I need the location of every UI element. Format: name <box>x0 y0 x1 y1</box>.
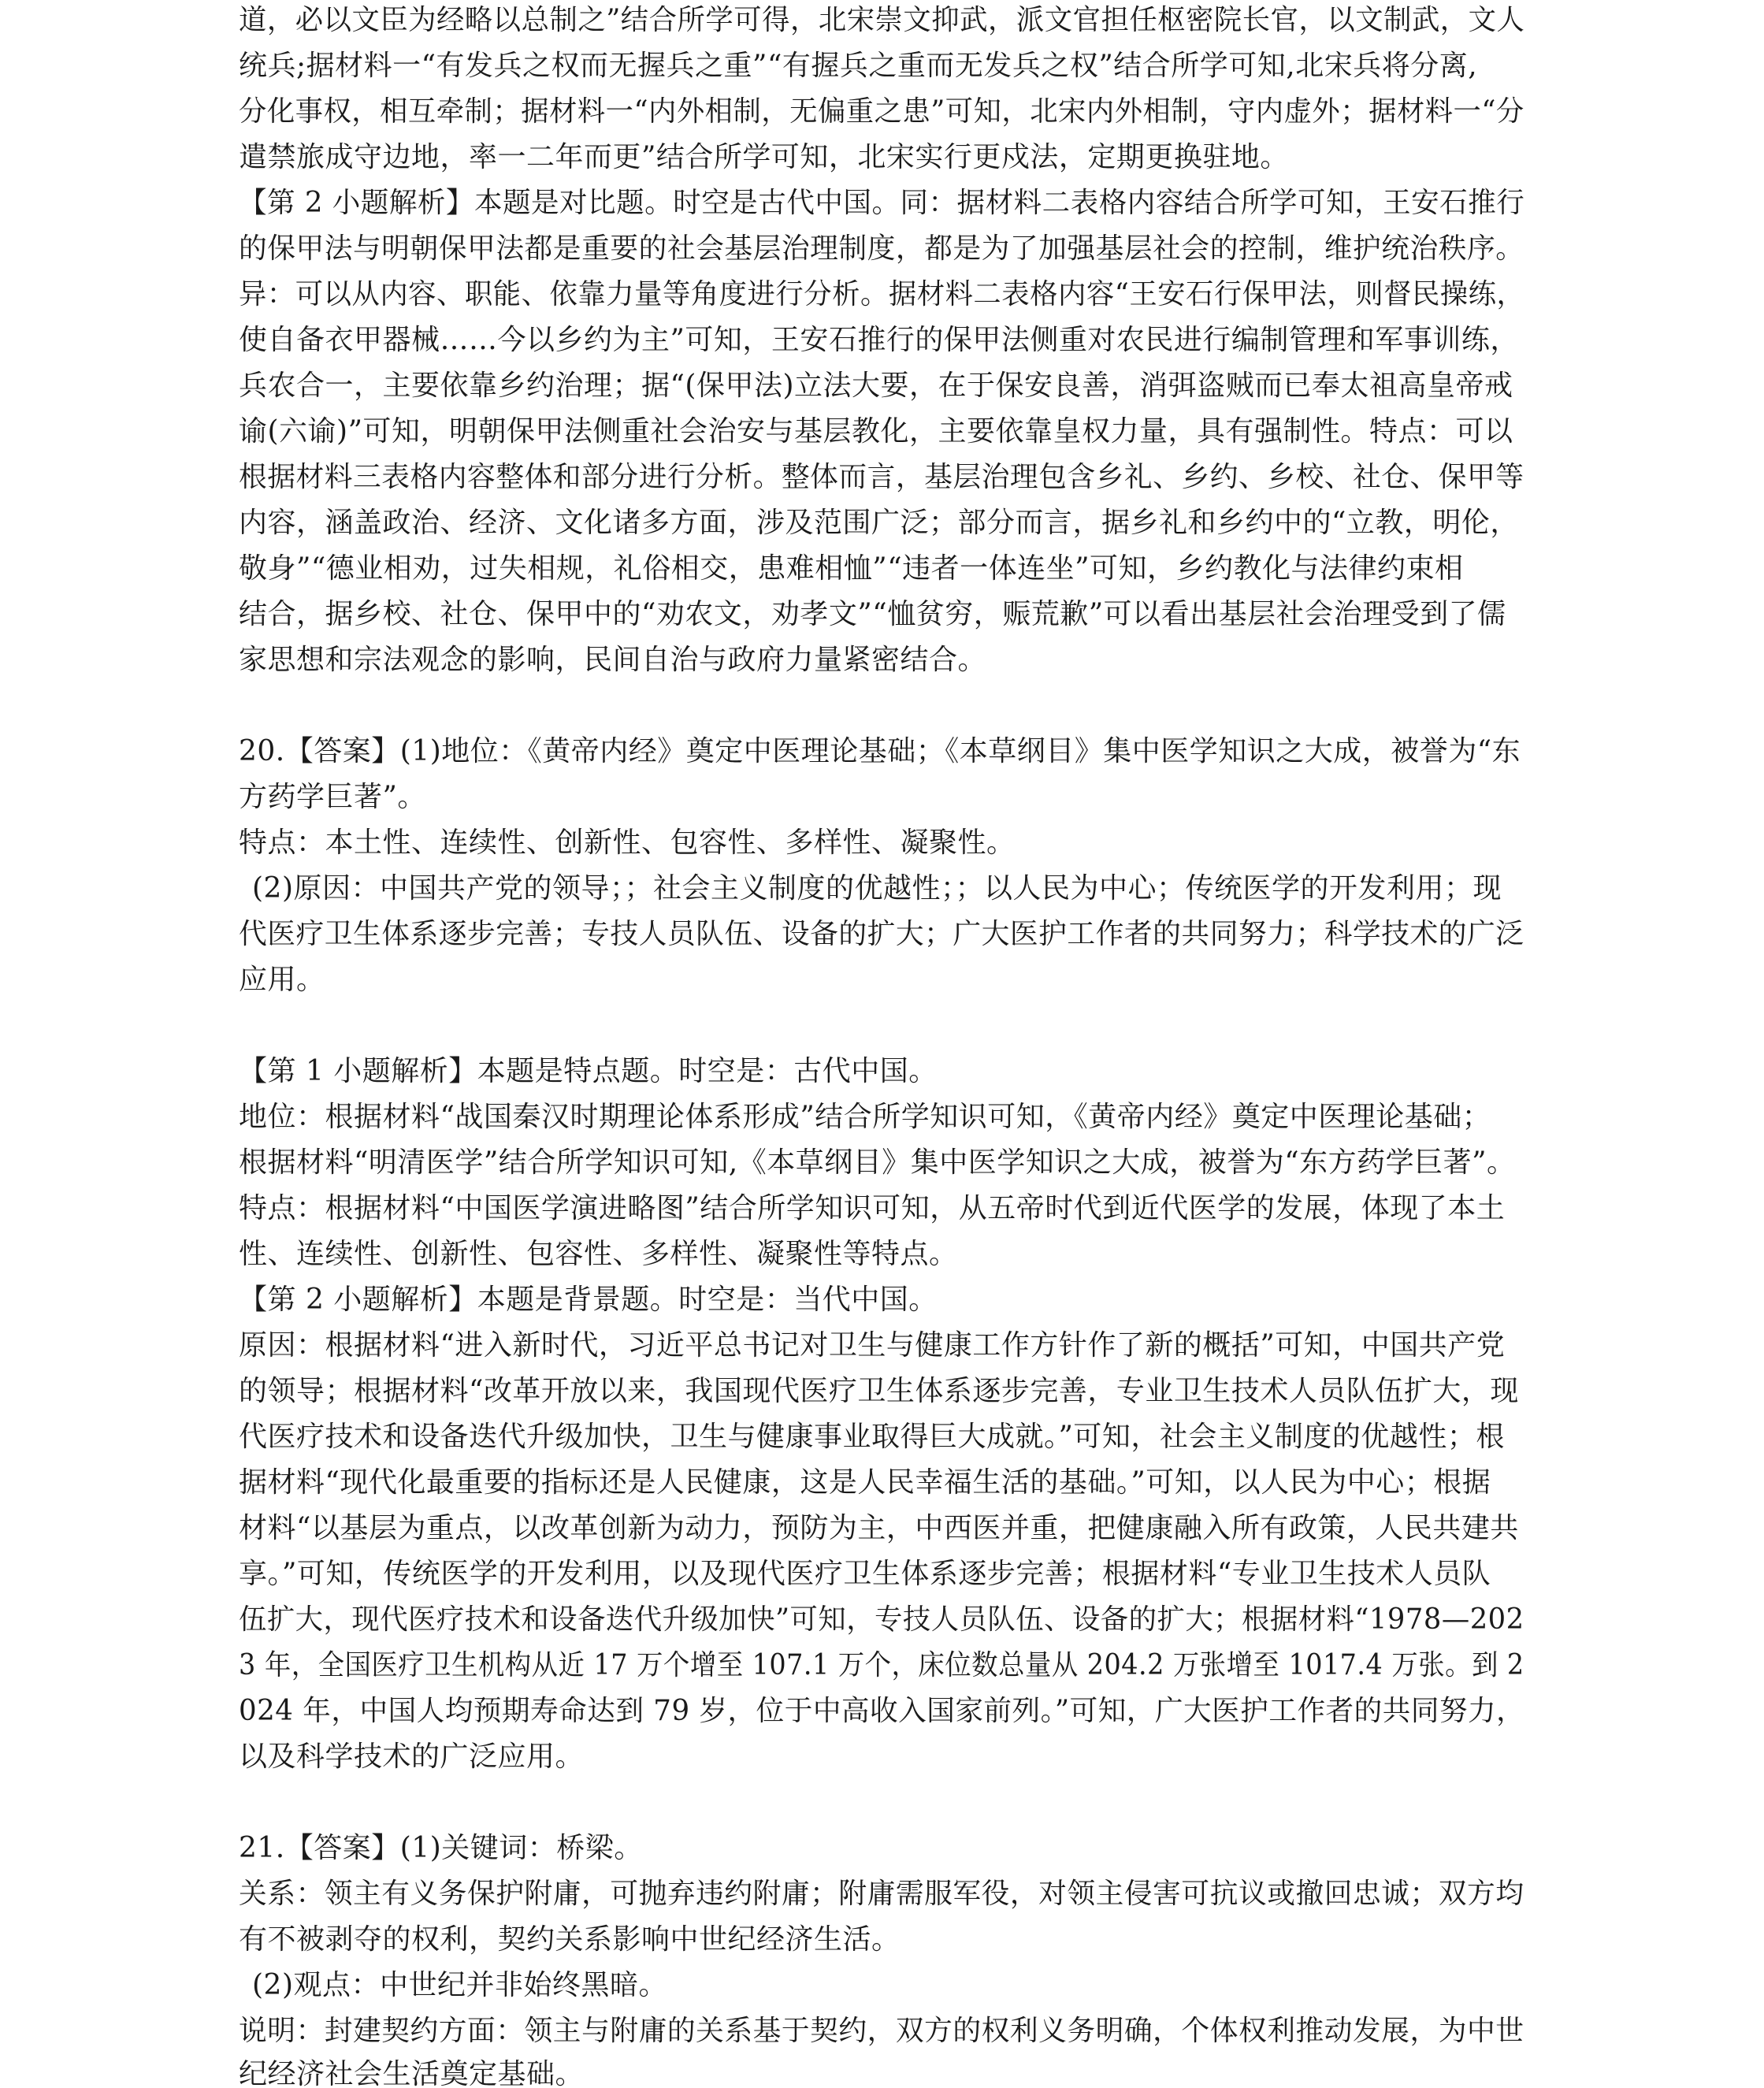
text-line: 的领导；根据材料“改革开放以来，我国现代医疗卫生体系逐步完善，专业卫生技术人员队伍扩大，现 <box>239 1375 1519 1407</box>
text-line: 异：可以从内容、职能、依靠力量等角度进行分析。据材料二表格内容“王安石行保甲法，则督民操练， <box>239 278 1525 310</box>
text-line: 遣禁旅成守边地，率一二年而更”结合所学可知，北宋实行更戍法，定期更换驻地。 <box>239 141 1289 173</box>
text-line: 特点：本土性、连续性、创新性、包容性、多样性、凝聚性。 <box>239 827 1016 859</box>
analysis-2-heading: 【第 2 小题解析】本题是背景题。时空是：当代中国。 <box>239 1284 938 1316</box>
text-line: 方药学巨著”。 <box>239 781 426 813</box>
text-line: 统兵;据材料一“有发兵之权而无握兵之重”“有握兵之重而无发兵之权”结合所学可知,北宋兵将分离, <box>239 50 1478 82</box>
analysis-1-heading: 【第 1 小题解析】本题是特点题。时空是：古代中国。 <box>239 1055 938 1087</box>
text-line: 应用。 <box>239 964 325 996</box>
text-line: 代医疗技术和设备迭代升级加快，卫生与健康事业取得巨大成就。”可知，社会主义制度的优越性；根 <box>239 1421 1505 1453</box>
text-line: 的保甲法与明朝保甲法都是重要的社会基层治理制度，都是为了加强基层社会的控制，维护统治秩序。 <box>239 232 1524 265</box>
text-line: 家思想和宗法观念的影响，民间自治与政府力量紧密结合。 <box>239 644 987 676</box>
text-line: 关系：领主有义务保护附庸，可抛弃违约附庸；附庸需服军役，对领主侵害可抗议或撤回忠诚；双方均 <box>239 1878 1524 1910</box>
text-line: 特点：根据材料“中国医学演进略图”结合所学知识可知，从五帝时代到近代医学的发展，体现了本土 <box>239 1192 1506 1224</box>
text-line: 伍扩大，现代医疗技术和设备迭代升级加快”可知，专技人员队伍、设备的扩大；根据材料“1978—202 <box>239 1603 1524 1636</box>
text-line: 根据材料“明清医学”结合所学知识可知,《本草纲目》集中医学知识之大成，被誉为“东方药学巨著”。 <box>239 1146 1516 1179</box>
answer-21-heading: 21.【答案】(1)关键词：桥梁。 <box>239 1832 643 1864</box>
text-line: 性、连续性、创新性、包容性、多样性、凝聚性等特点。 <box>239 1238 958 1270</box>
text-line: 材料“以基层为重点，以改革创新为动力，预防为主，中西医并重，把健康融入所有政策，人民共建共 <box>239 1512 1519 1544</box>
text-line: 有不被剥夺的权利，契约关系影响中世纪经济生活。 <box>239 1923 901 1956</box>
text-line: 【第 2 小题解析】本题是对比题。时空是古代中国。同：据材料二表格内容结合所学可知，王安石推行 <box>239 187 1525 219</box>
text-line: 说明：封建契约方面：领主与附庸的关系基于契约，双方的权利义务明确，个体权利推动发展，为中世 <box>239 2015 1524 2047</box>
text-line: 使自备衣甲器械……今以乡约为主”可知，王安石推行的保甲法侧重对农民进行编制管理和军事训练， <box>239 324 1519 356</box>
text-line: 地位：根据材料“战国秦汉时期理论体系形成”结合所学知识可知，《黄帝内经》奠定中医理论基础； <box>239 1101 1491 1133</box>
answer-20-heading: 20.【答案】(1)地位：《黄帝内经》奠定中医理论基础；《本草纲目》集中医学知识之大成，被誉为“东 <box>239 735 1521 767</box>
text-line: 代医疗卫生体系逐步完善；专技人员队伍、设备的扩大；广大医护工作者的共同努力；科学技术的广泛 <box>239 918 1524 950</box>
text-line: 024 年，中国人均预期寿命达到 79 岁，位于中高收入国家前列。”可知，广大医护工作者的共同努力， <box>239 1695 1525 1727</box>
text-line: 谕(六谕)”可知，明朝保甲法侧重社会治安与基层教化，主要依靠皇权力量，具有强制性。特点：可以 <box>239 415 1513 448</box>
text-line: 3 年，全国医疗卫生机构从近 17 万个增至 107.1 万个，床位数总量从 204.2 万张增至 1017.4 万张。到 2 <box>239 1649 1524 1681</box>
text-line: 分化事权，相互牵制；据材料一“内外相制，无偏重之患”可知，北宋内外相制，守内虚外；据材料一“分 <box>239 95 1524 128</box>
text-line: 结合，据乡校、社仓、保甲中的“劝农文，劝孝文”“恤贫穷，赈荒歉”可以看出基层社会治理受到了儒 <box>239 598 1506 630</box>
text-line: 道，必以文臣为经略以总制之”结合所学可得，北宋崇文抑武，派文官担任枢密院长官，以文制武，文人 <box>239 4 1525 36</box>
text-line: (2)原因：中国共产党的领导；；社会主义制度的优越性；；以人民为中心；传统医学的开发利用；现 <box>252 872 1502 905</box>
text-line: 原因：根据材料“进入新时代，习近平总书记对卫生与健康工作方针作了新的概括”可知，中国共产党 <box>239 1329 1506 1362</box>
text-line: 纪经济社会生活奠定基础。 <box>239 2058 585 2088</box>
text-line: 内容，涵盖政治、经济、文化诸多方面，涉及范围广泛；部分而言，据乡礼和乡约中的“立教，明伦， <box>239 507 1519 539</box>
text-line: 敬身”“德业相劝，过失相规，礼俗相交，患难相恤”“违者一体连坐”可知，乡约教化与法律约束相 <box>239 552 1464 585</box>
text-line: 以及科学技术的广泛应用。 <box>239 1741 585 1773</box>
text-line: 根据材料三表格内容整体和部分进行分析。整体而言，基层治理包含乡礼、乡约、乡校、社仓、保甲等 <box>239 461 1524 493</box>
text-line: 享。”可知，传统医学的开发利用，以及现代医疗卫生体系逐步完善；根据材料“专业卫生技术人员队 <box>239 1558 1491 1590</box>
text-line: (2)观点：中世纪并非始终黑暗。 <box>252 1969 667 2001</box>
text-line: 据材料“现代化最重要的指标还是人民健康，这是人民幸福生活的基础。”可知，以人民为中心；根据 <box>239 1466 1491 1499</box>
text-line: 兵农合一，主要依靠乡约治理；据“(保甲法)立法大要，在于保安良善，消弭盗贼而已奉太祖高皇帝戒 <box>239 370 1513 402</box>
